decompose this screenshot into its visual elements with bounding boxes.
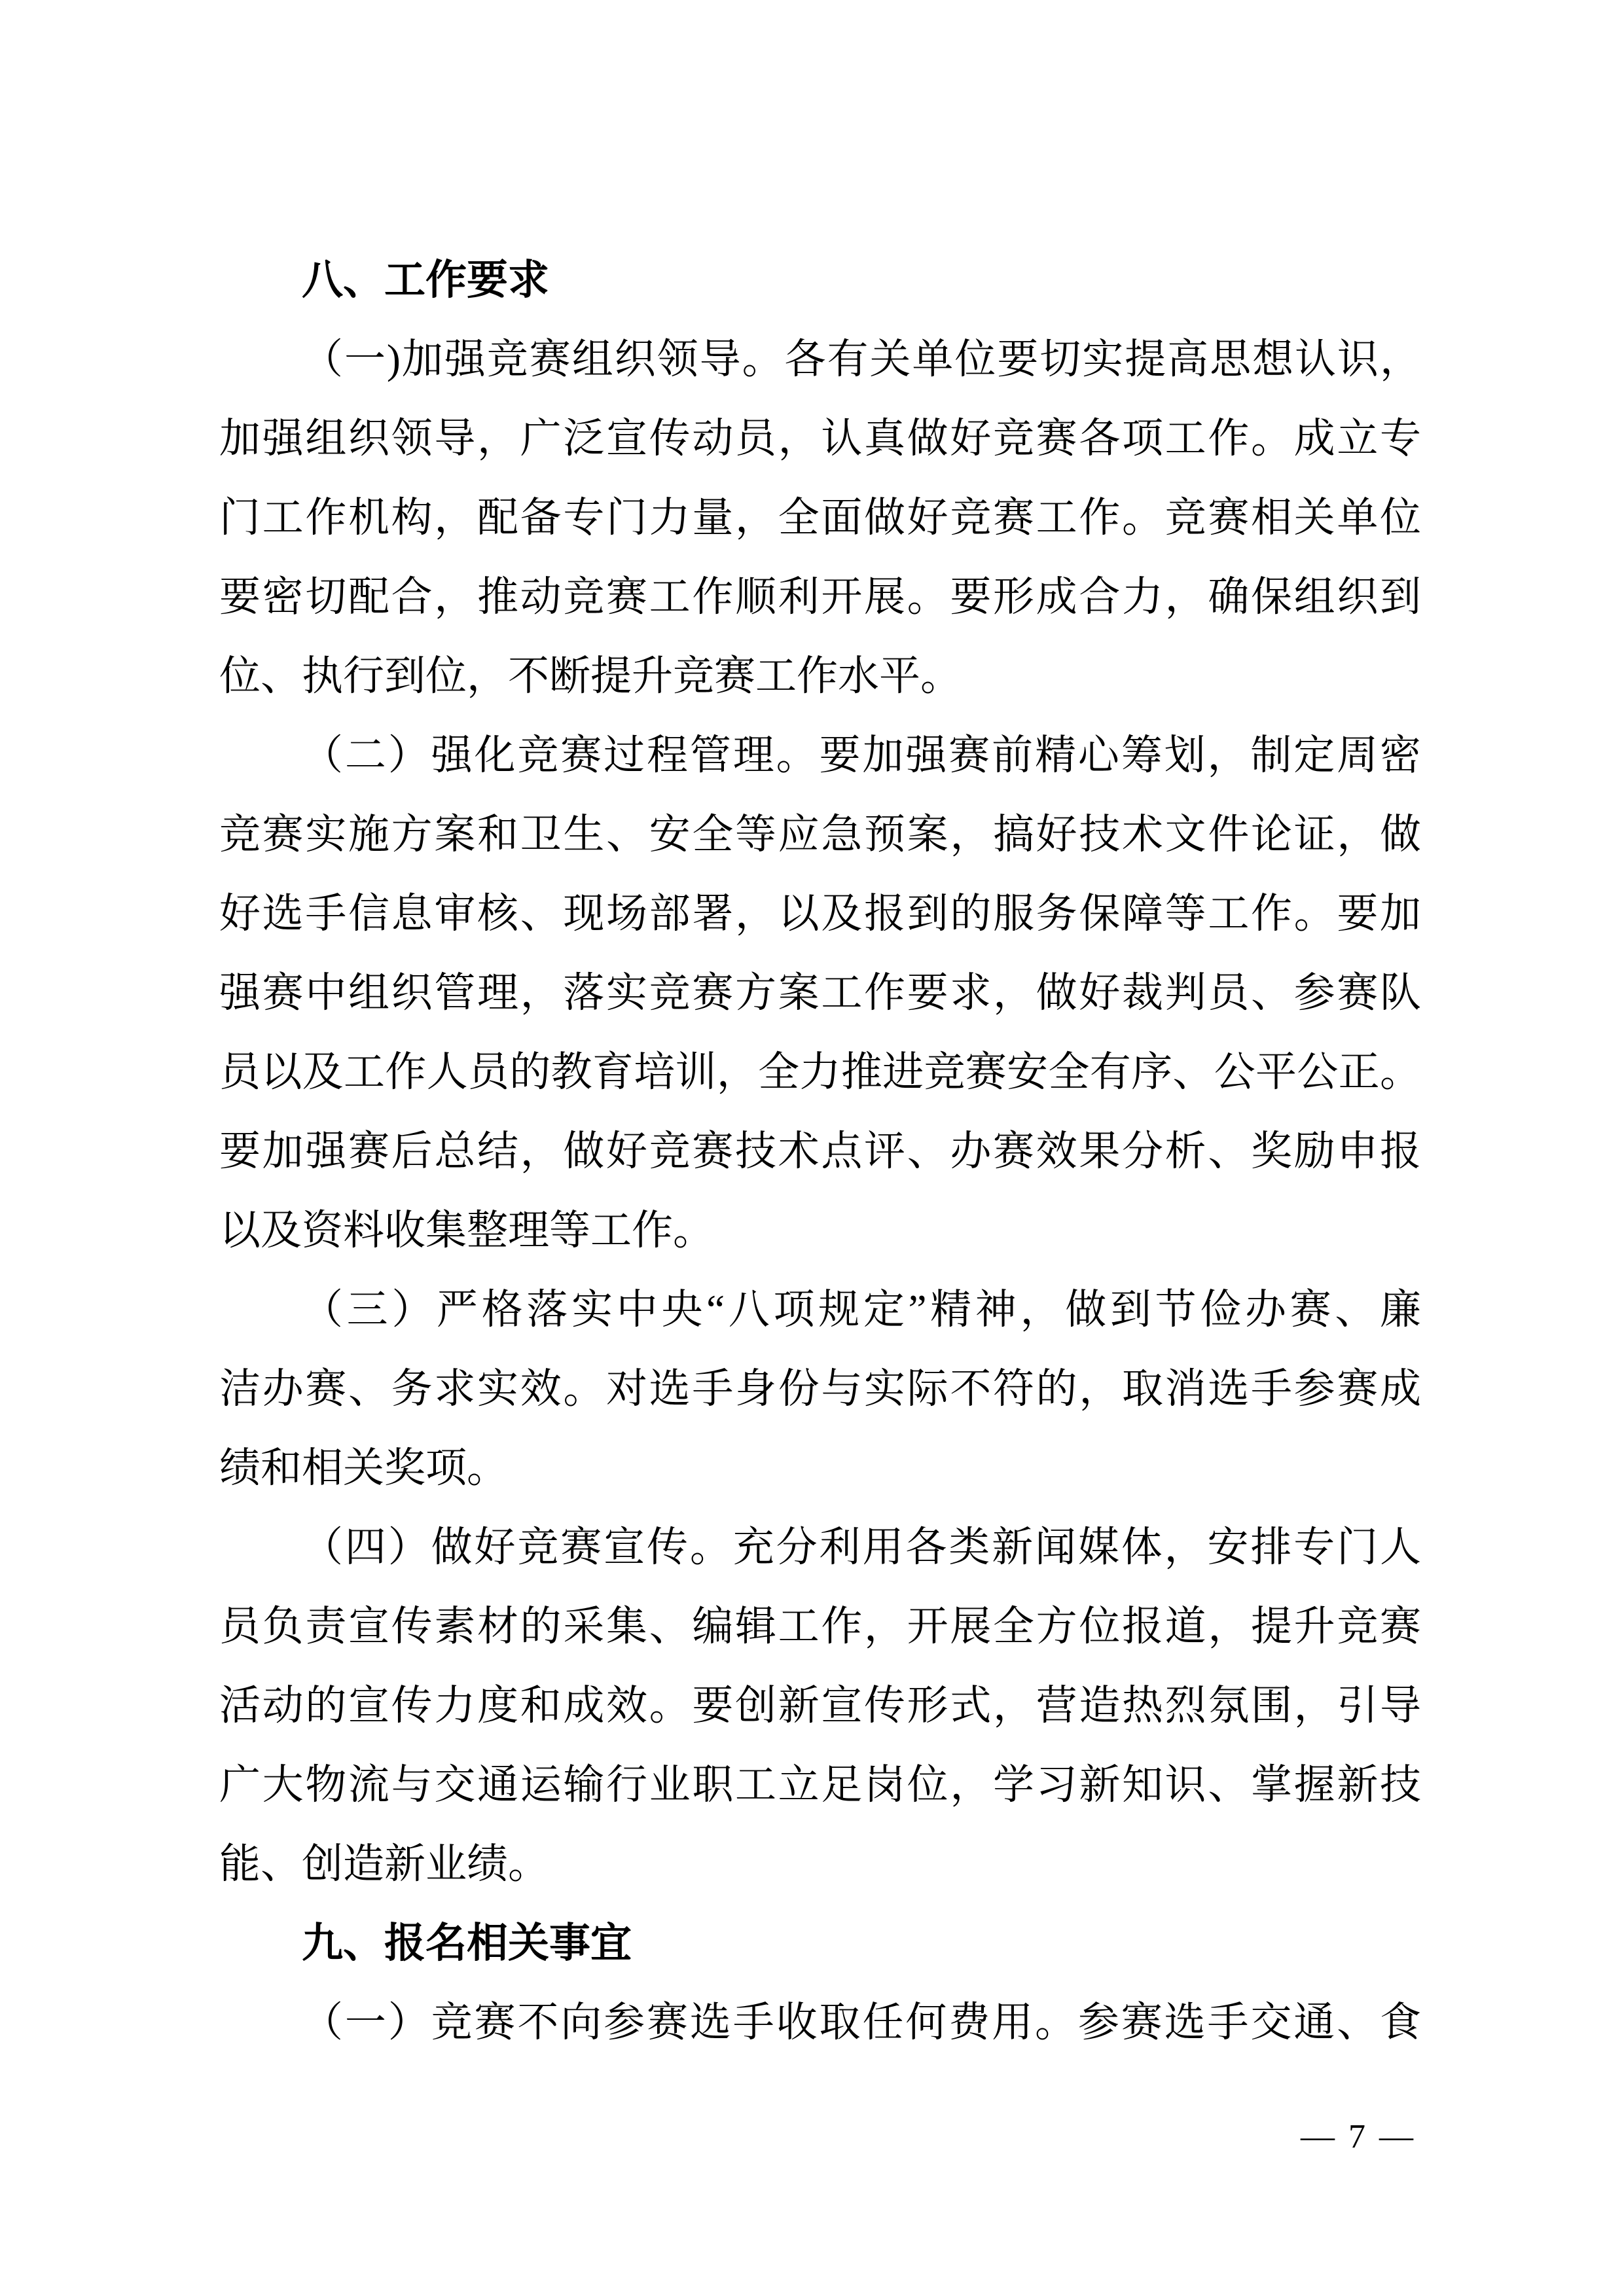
para-8-2-line-6: 要加强赛后总结，做好竞赛技术点评、办赛效果分析、奖励申报 (219, 1128, 1421, 1174)
page-number: — 7 — (1301, 2118, 1416, 2155)
para-8-2-line-3: 好选手信息审核、现场部署，以及报到的服务保障等工作。要加 (219, 891, 1421, 937)
para-8-3-line-2: 洁办赛、务求实效。对选手身份与实际不符的，取消选手参赛成 (219, 1366, 1421, 1412)
para-8-4-line-2: 员负责宣传素材的采集、编辑工作，开展全方位报道，提升竞赛 (219, 1604, 1421, 1649)
para-8-2-line-7: 以及资料收集整理等工作。 (219, 1208, 714, 1253)
para-8-4-line-1: （四）做好竞赛宣传。充分利用各类新闻媒体，安排专门人 (302, 1524, 1421, 1570)
para-8-1-line-1: （一)加强竞赛组织领导。各有关单位要切实提高思想认识， (302, 336, 1421, 382)
para-8-4-line-4: 广大物流与交通运输行业职工立足岗位，学习新知识、掌握新技 (219, 1762, 1421, 1808)
para-8-3-line-1: （三）严格落实中央“八项规定”精神，做到节俭办赛、廉 (302, 1287, 1421, 1333)
para-8-1-line-3: 门工作机构，配备专门力量，全面做好竞赛工作。竞赛相关单位 (219, 495, 1421, 541)
para-9-1-line-1: （一）竞赛不向参赛选手收取任何费用。参赛选手交通、食 (302, 2000, 1421, 2045)
para-8-1-line-2: 加强组织领导，广泛宣传动员，认真做好竞赛各项工作。成立专 (219, 416, 1421, 461)
para-8-1-line-5: 位、执行到位，不断提升竞赛工作水平。 (219, 653, 962, 699)
heading-work-requirements: 八、工作要求 (302, 257, 549, 303)
para-8-3-line-3: 绩和相关奖项。 (219, 1445, 508, 1491)
para-8-4-line-3: 活动的宣传力度和成效。要创新宣传形式，营造热烈氛围，引导 (219, 1683, 1421, 1729)
heading-registration-matters: 九、报名相关事宜 (302, 1920, 632, 1966)
document-body (219, 241, 1421, 2062)
para-8-2-line-1: （二）强化竞赛过程管理。要加强赛前精心筹划，制定周密 (302, 732, 1421, 778)
para-8-2-line-4: 强赛中组织管理，落实竞赛方案工作要求，做好裁判员、参赛队 (219, 970, 1421, 1016)
para-8-2-line-2: 竞赛实施方案和卫生、安全等应急预案，搞好技术文件论证，做 (219, 812, 1421, 857)
para-8-1-line-4: 要密切配合，推动竞赛工作顺利开展。要形成合力，确保组织到 (219, 574, 1421, 620)
para-8-4-line-5: 能、创造新业绩。 (219, 1841, 549, 1887)
para-8-2-line-5: 员以及工作人员的教育培训，全力推进竞赛安全有序、公平公正。 (219, 1049, 1421, 1095)
